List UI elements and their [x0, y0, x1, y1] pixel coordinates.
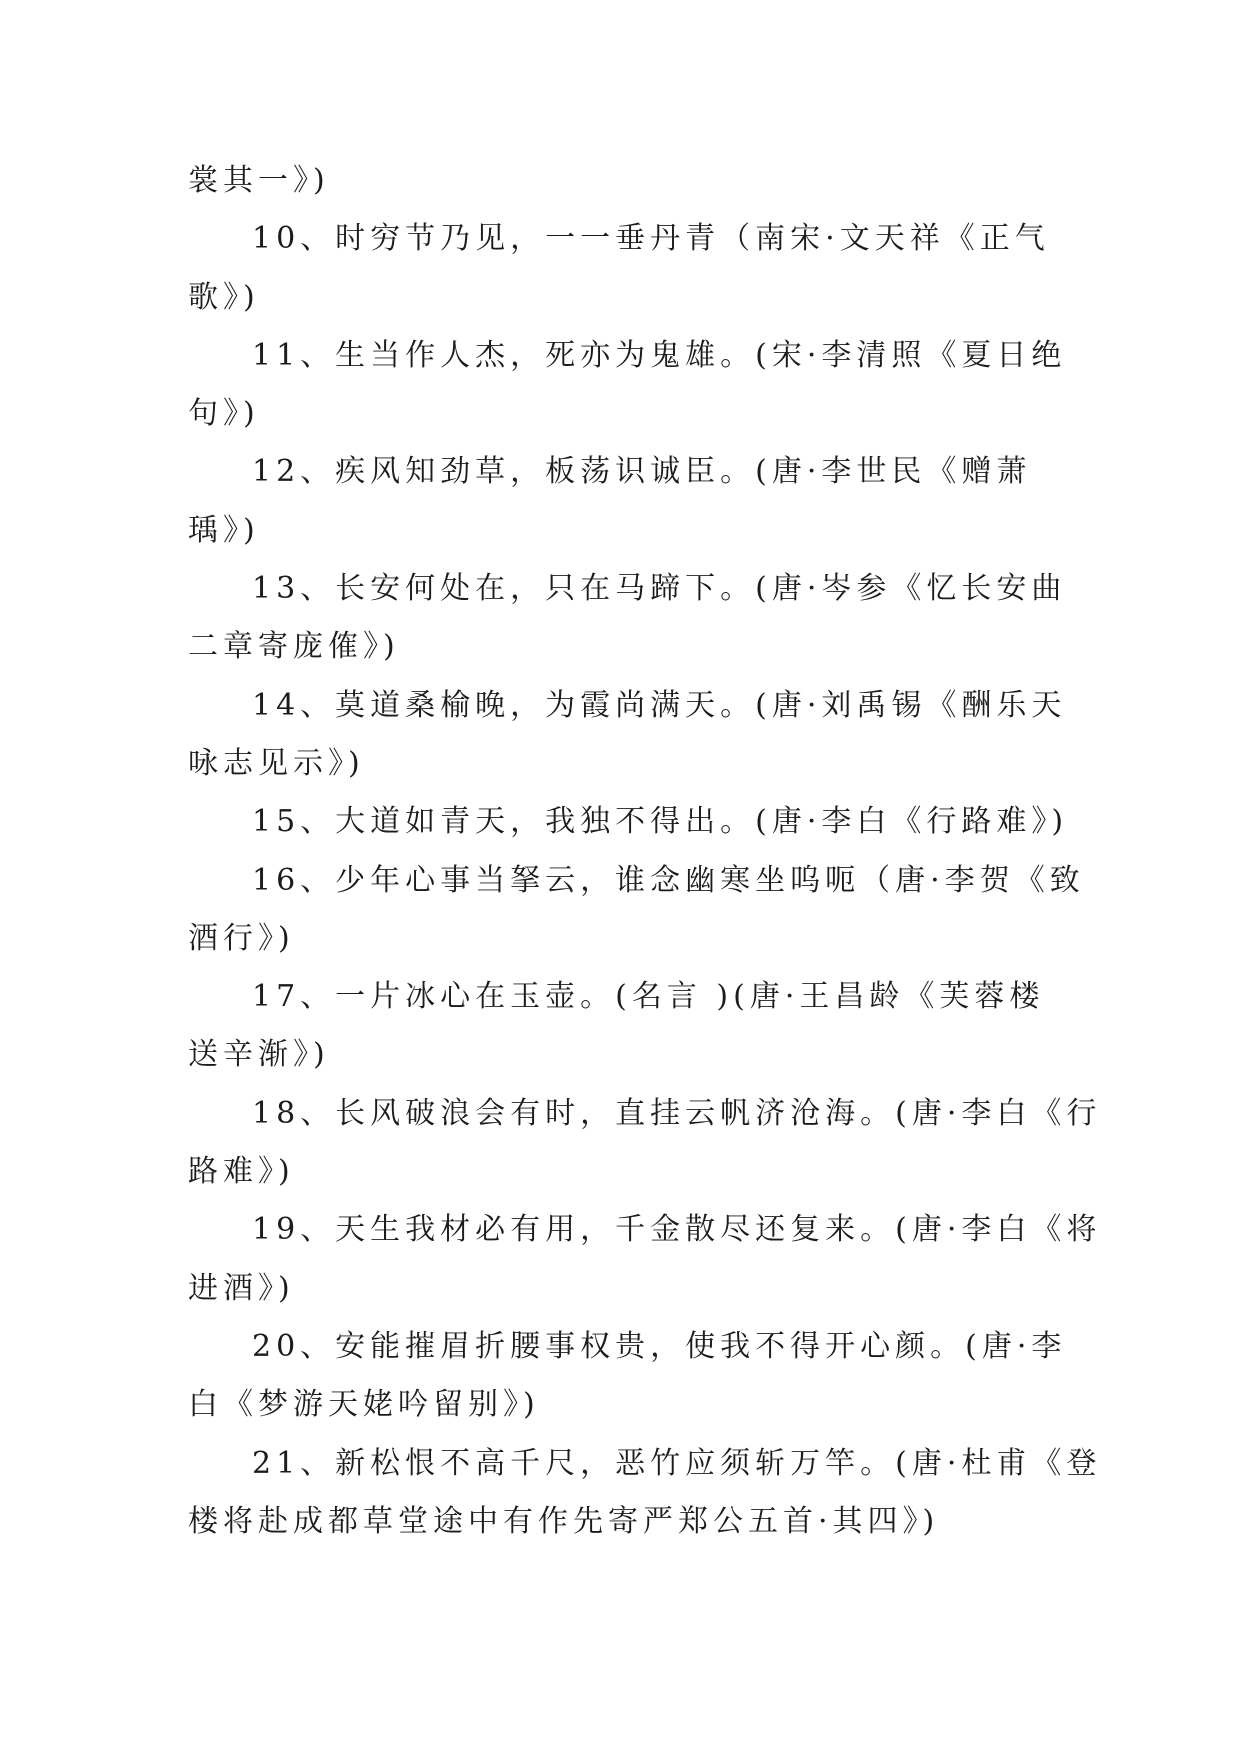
line-continuation-9: 裳其一》) — [188, 163, 330, 198]
line-continuation-18: 路难》) — [188, 1154, 295, 1190]
quote-11: 11、生当作人杰，死亦为鬼雄。(宋·李清照《夏日绝 — [252, 337, 1067, 373]
line-continuation-11: 句》) — [188, 396, 260, 432]
quote-16: 16、少年心事当拏云，谁念幽寒坐呜呃（唐·李贺《致 — [252, 862, 1085, 898]
quote-15: 15、大道如青天，我独不得出。(唐·李白《行路难》) — [252, 804, 1069, 840]
document-body — [188, 152, 1102, 1551]
quote-20: 20、安能摧眉折腰事权贵，使我不得开心颜。(唐·李 — [252, 1328, 1067, 1364]
quote-19: 19、天生我材必有用，千金散尽还复来。(唐·李白《将 — [252, 1212, 1102, 1248]
quote-10: 10、时穷节乃见，一一垂丹青（南宋·文天祥《正气 — [252, 221, 1050, 257]
quote-12: 12、疾风知劲草，板荡识诚臣。(唐·李世民《赠萧 — [252, 454, 1032, 490]
quote-13: 13、长安何处在，只在马蹄下。(唐·岑参《忆长安曲 — [252, 571, 1067, 607]
line-continuation-13: 二章寄庞傕》) — [188, 629, 400, 665]
line-continuation-12: 瑀》) — [188, 512, 260, 548]
line-continuation-17: 送辛渐》) — [188, 1037, 330, 1073]
quote-18: 18、长风破浪会有时，直挂云帆济沧海。(唐·李白《行 — [252, 1095, 1102, 1131]
line-continuation-16: 酒行》) — [188, 920, 295, 956]
quote-14: 14、莫道桑榆晚，为霞尚满天。(唐·刘禹锡《酬乐天 — [252, 687, 1067, 723]
line-continuation-10: 歌》) — [188, 279, 260, 315]
line-continuation-19: 进酒》) — [188, 1270, 295, 1306]
quote-21: 21、新松恨不高千尺，恶竹应须斩万竿。(唐·杜甫《登 — [252, 1445, 1102, 1481]
line-continuation-14: 咏志见示》) — [188, 745, 365, 781]
line-continuation-21: 楼将赴成都草堂途中有作先寄严郑公五首·其四》) — [188, 1503, 940, 1539]
line-continuation-20: 白《梦游天姥吟留别》) — [188, 1387, 540, 1423]
quote-17: 17、一片冰心在玉壶。(名言 )(唐·王昌龄《芙蓉楼 — [252, 979, 1045, 1015]
